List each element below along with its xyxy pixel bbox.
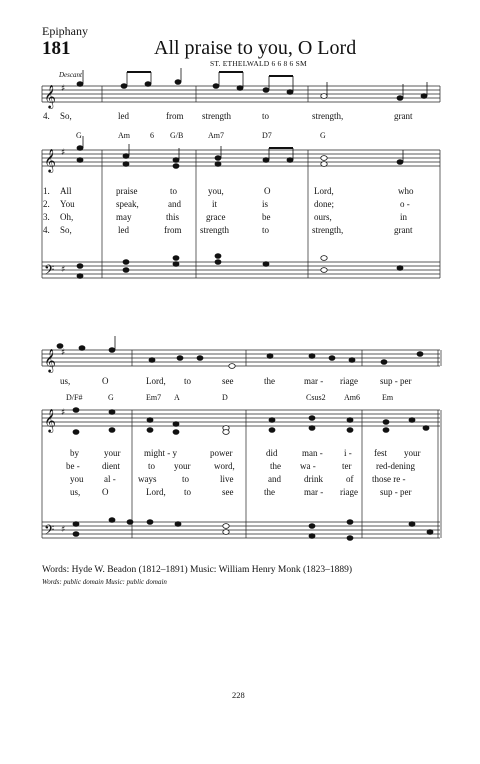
chord-symbol: Am (118, 131, 130, 140)
lyric-word: is (262, 199, 269, 209)
descant-word: O (102, 376, 109, 386)
lyric-word: fest (374, 448, 387, 458)
svg-text:𝄞: 𝄞 (44, 348, 56, 372)
lyric-word: to (184, 487, 192, 497)
tune-name-meter: ST. ETHELWALD 6 6 8 6 SM (210, 59, 307, 68)
lyric-word: word, (214, 461, 235, 471)
svg-text:𝄢: 𝄢 (44, 262, 55, 281)
descant-word: the (264, 376, 275, 386)
lyric-word: your (104, 448, 121, 458)
lyric-word: of (346, 474, 354, 484)
lyric-word: You (60, 199, 75, 209)
lyric-word: power (210, 448, 233, 458)
chord-symbol: A (174, 393, 180, 402)
lyric-word: riage (340, 487, 358, 497)
chord-symbol: G/B (170, 131, 184, 140)
svg-text:♯: ♯ (61, 84, 66, 94)
hymn-title: All praise to you, O Lord (154, 37, 357, 59)
chord-symbol: D7 (262, 131, 272, 140)
lyric-word: it (212, 199, 218, 209)
lyric-word: your (174, 461, 191, 471)
chord-symbol: D/F# (66, 393, 83, 402)
lyric-word: those re - (372, 474, 406, 484)
svg-text:♯: ♯ (61, 525, 66, 535)
lyric-word: may (116, 212, 132, 222)
descant-word: strength (202, 111, 231, 121)
lyric-word: be - (66, 461, 80, 471)
lyric-word: to (182, 474, 190, 484)
svg-text:♯: ♯ (61, 408, 66, 418)
lyric-word: O (102, 487, 109, 497)
lyric-word: sup - per (380, 487, 412, 497)
lyric-word: done; (314, 199, 334, 209)
chord-symbol: G (108, 393, 114, 402)
chord-symbol: 6 (150, 131, 154, 140)
lyric-word: al - (104, 474, 116, 484)
descant-word: see (222, 376, 234, 386)
descant-word: sup - per (380, 376, 412, 386)
descant-word: led (118, 111, 129, 121)
lyric-word: Lord, (146, 487, 166, 497)
lyric-word: and (168, 199, 181, 209)
lyric-word: live (220, 474, 234, 484)
lyric-word: wa - (300, 461, 316, 471)
lyric-word: and (268, 474, 281, 484)
verse-number: 1. (43, 186, 50, 196)
lyric-word: this (166, 212, 180, 222)
chord-symbol: G (320, 131, 326, 140)
lyric-word: i - (344, 448, 352, 458)
lyric-word: your (404, 448, 421, 458)
lyric-word: who (398, 186, 414, 196)
lyric-word: ter (342, 461, 352, 471)
lyric-word: Lord, (314, 186, 334, 196)
credits-line: Words: Hyde W. Beadon (1812–1891) Music: William Henry Monk (1823–1889) (42, 565, 353, 575)
descant-word: from (166, 111, 184, 121)
lyric-word: to (148, 461, 156, 471)
descant-word: grant (394, 111, 413, 121)
bass-staff-2 (42, 522, 440, 538)
lyric-word: ours, (314, 212, 332, 222)
copyright-line: Words: public domain Music: public domain (42, 578, 167, 586)
lyric-word: mar - (304, 487, 324, 497)
chord-symbol: Csus2 (306, 393, 326, 402)
descant-label: Descant (59, 71, 82, 79)
chord-symbol: Am7 (208, 131, 224, 140)
svg-text:♯: ♯ (61, 348, 66, 358)
descant-word: Lord, (146, 376, 166, 386)
chord-symbol: D (222, 393, 228, 402)
svg-text:𝄞: 𝄞 (44, 408, 56, 432)
lyric-word: us, (70, 487, 81, 497)
descant-verse-number: 4. (43, 111, 50, 121)
descant-word: to (262, 111, 270, 121)
lyric-word: be (262, 212, 271, 222)
treble-staff-2 (42, 410, 440, 426)
lyric-word: might - y (144, 448, 177, 458)
chord-symbol: Am6 (344, 393, 360, 402)
lyric-word: O (264, 186, 271, 196)
descant-word: strength, (312, 111, 344, 121)
svg-text:♯: ♯ (61, 148, 66, 158)
descant-word: us, (60, 376, 71, 386)
lyric-word: ways (138, 474, 157, 484)
lyric-word: grant (394, 225, 413, 235)
chord-symbol: G (76, 131, 82, 140)
verse-number: 4. (43, 225, 50, 235)
lyric-word: see (222, 487, 234, 497)
svg-text:𝄞: 𝄞 (44, 84, 56, 108)
lyric-word: All (60, 186, 72, 196)
lyric-word: red-dening (376, 461, 415, 471)
chord-symbol: Em (382, 393, 394, 402)
lyric-word: did (266, 448, 278, 458)
lyric-word: praise (116, 186, 138, 196)
descant-word: riage (340, 376, 358, 386)
lyric-word: led (118, 225, 129, 235)
chord-symbol: Em7 (146, 393, 162, 402)
verse-number: 3. (43, 212, 50, 222)
lyric-word: man - (302, 448, 323, 458)
lyric-word: to (262, 225, 270, 235)
lyric-word: o - (400, 199, 410, 209)
lyric-word: to (170, 186, 178, 196)
descant-staff-2 (42, 350, 440, 366)
lyric-word: dient (102, 461, 120, 471)
descant-word: mar - (304, 376, 324, 386)
lyric-word: you (70, 474, 84, 484)
descant-word: So, (60, 111, 72, 121)
svg-text:𝄢: 𝄢 (44, 522, 55, 541)
lyric-word: the (264, 487, 275, 497)
page-number: 228 (232, 690, 245, 700)
lyric-word: you, (208, 186, 224, 196)
lyric-word: the (270, 461, 281, 471)
svg-text:♯: ♯ (61, 265, 66, 275)
lyric-word: Oh, (60, 212, 74, 222)
lyric-word: strength (200, 225, 229, 235)
descant-word: to (184, 376, 192, 386)
lyric-word: from (164, 225, 182, 235)
verse-number: 2. (43, 199, 50, 209)
svg-text:𝄞: 𝄞 (44, 148, 56, 172)
lyric-word: strength, (312, 225, 344, 235)
lyric-word: grace (206, 212, 226, 222)
lyric-word: drink (304, 474, 323, 484)
lyric-word: So, (60, 225, 72, 235)
hymn-number: 181 (42, 38, 71, 59)
lyric-word: speak, (116, 199, 139, 209)
lyric-word: by (70, 448, 79, 458)
section-heading: Epiphany (42, 24, 88, 38)
lyric-word: in (400, 212, 408, 222)
